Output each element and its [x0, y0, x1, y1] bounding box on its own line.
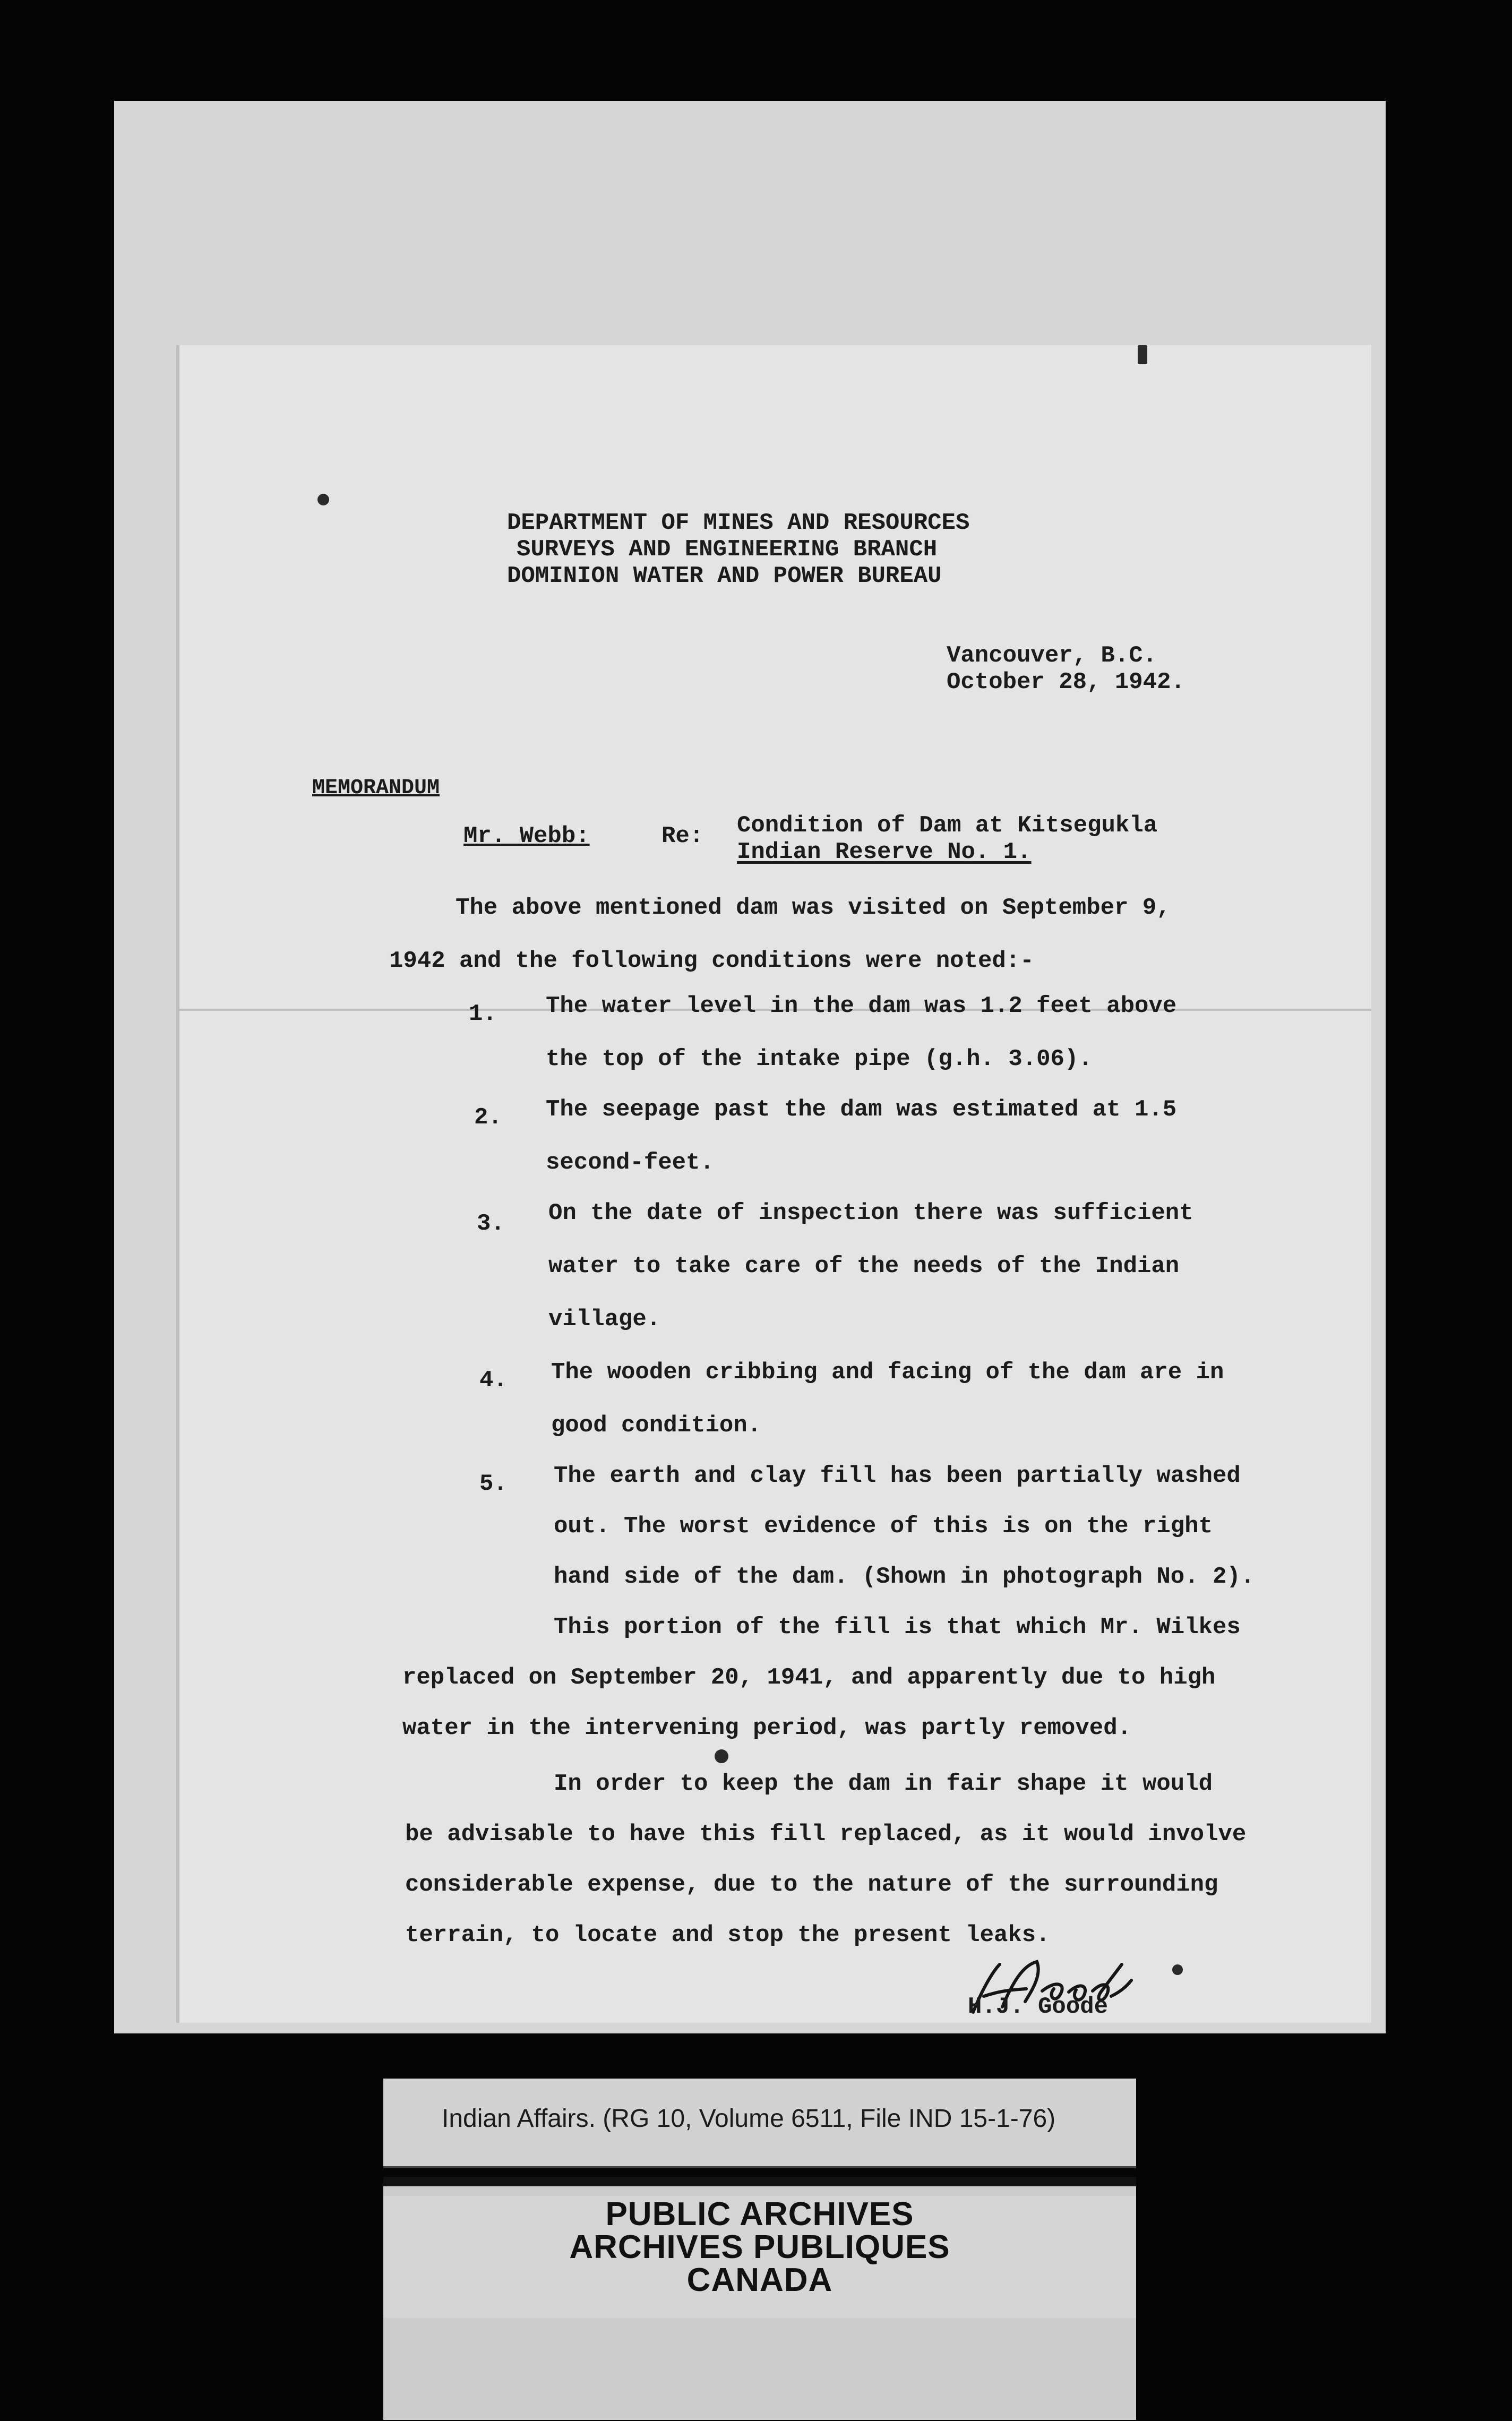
archive-reference: Indian Affairs. (RG 10, Volume 6511, File IND 15-1-76) — [442, 2105, 1056, 2133]
continuation-line: This portion of the fill is that which Mr. Wilkes — [554, 1614, 1241, 1641]
memo-title: MEMORANDUM — [312, 776, 440, 800]
memorandum-page — [179, 345, 1371, 2023]
continuation-line: replaced on September 20, 1941, and apparently due to high — [402, 1664, 1216, 1691]
letterhead-line: DEPARTMENT OF MINES AND RESOURCES — [507, 510, 970, 536]
closing-line: In order to keep the dam in fair shape it would — [554, 1771, 1213, 1797]
item-line: water to take care of the needs of the Indian — [548, 1253, 1180, 1280]
item-line: On the date of inspection there was sufficient — [548, 1200, 1193, 1226]
item-line: The water level in the dam was 1.2 feet above — [546, 993, 1177, 1019]
re-label: Re: — [662, 823, 704, 849]
item-number: 5. — [479, 1471, 508, 1497]
signer-name: H.J. Goode — [968, 1994, 1109, 2020]
closing-line: be advisable to have this fill replaced, as it would involve — [405, 1821, 1247, 1848]
archive-line: ARCHIVES PUBLIQUES — [569, 2229, 950, 2265]
letterhead-line: SURVEYS AND ENGINEERING BRANCH — [517, 536, 938, 563]
item-line: village. — [548, 1306, 661, 1333]
closing-line: considerable expense, due to the nature of the surrounding — [405, 1871, 1218, 1898]
subject-line: Condition of Dam at Kitsegukla — [737, 812, 1158, 839]
speck — [1172, 1964, 1183, 1975]
item-line: hand side of the dam. (Shown in photograph No. 2). — [554, 1564, 1255, 1590]
item-number: 4. — [479, 1367, 508, 1394]
letterhead — [507, 510, 969, 589]
item-number: 3. — [477, 1210, 505, 1237]
speck — [317, 494, 329, 505]
letterhead-line: DOMINION WATER AND POWER BUREAU — [507, 563, 942, 589]
item-line: the top of the intake pipe (g.h. 3.06). — [546, 1046, 1093, 1072]
archive-line: CANADA — [686, 2262, 833, 2298]
archive-stamp — [383, 2177, 1136, 2420]
addressee: Mr. Webb: — [463, 823, 590, 849]
intro-line: 1942 and the following conditions were noted:- — [389, 948, 1034, 974]
speck — [715, 1749, 728, 1763]
subject-line: Indian Reserve No. 1. — [737, 839, 1032, 865]
place: Vancouver, B.C. — [947, 642, 1157, 669]
archive-reference-label — [383, 2079, 1136, 2168]
archive-line: PUBLIC ARCHIVES — [605, 2196, 914, 2233]
item-line: The wooden cribbing and facing of the dam are in — [551, 1359, 1224, 1386]
item-number: 1. — [469, 1001, 497, 1027]
place-date — [947, 642, 1185, 696]
item-line: second-feet. — [546, 1149, 714, 1176]
closing-line: terrain, to locate and stop the present leaks. — [405, 1922, 1050, 1948]
continuation-line: water in the intervening period, was partly removed. — [402, 1715, 1132, 1741]
subject — [737, 812, 1157, 865]
speck — [1138, 345, 1147, 364]
intro-line: The above mentioned dam was visited on September 9, — [456, 895, 1171, 921]
item-line: out. The worst evidence of this is on the right — [554, 1513, 1213, 1540]
item-line: good condition. — [551, 1412, 762, 1439]
item-line: The earth and clay fill has been partially washed — [554, 1463, 1241, 1489]
item-line: The seepage past the dam was estimated at 1.5 — [546, 1096, 1177, 1123]
item-number: 2. — [474, 1104, 502, 1131]
date: October 28, 1942. — [947, 669, 1185, 696]
